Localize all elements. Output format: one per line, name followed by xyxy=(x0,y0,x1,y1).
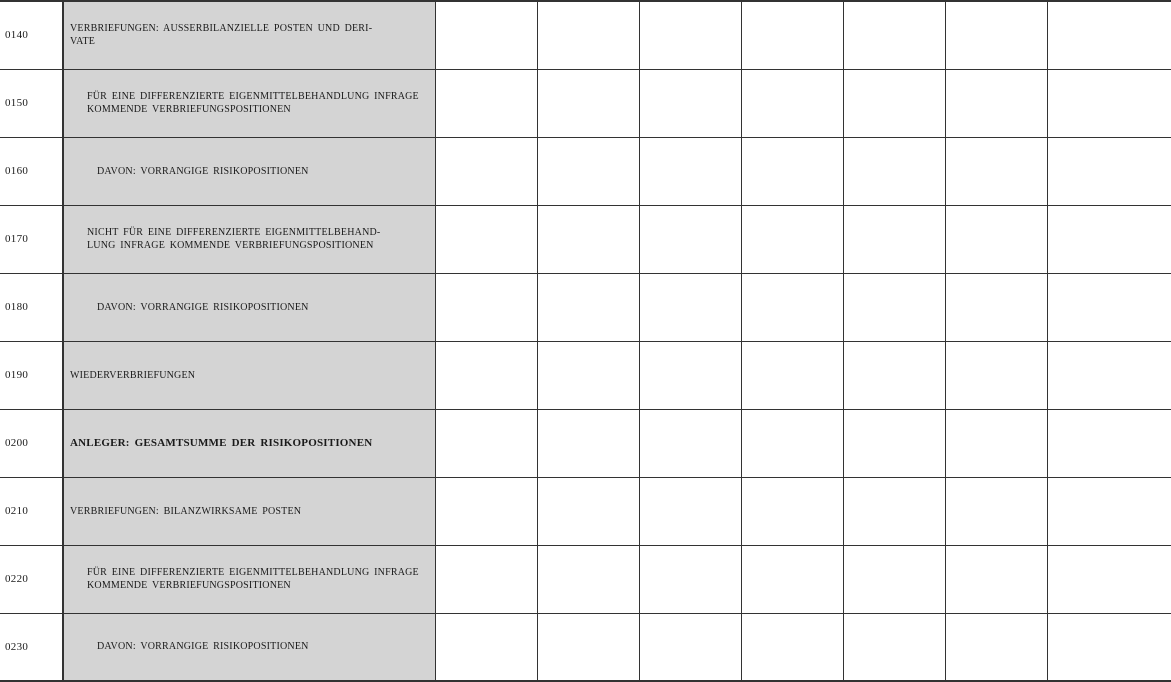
table-row xyxy=(0,205,1171,273)
table-row xyxy=(0,477,1171,545)
value-cell[interactable] xyxy=(843,137,945,205)
row-label: VERBRIEFUNGEN: BILANZWIRKSAME POSTEN xyxy=(70,505,302,517)
row-label: FÜR EINE DIFFERENZIERTE EIGENMITTELBEHANDLUNG INFRAGE KOMMENDE VERBRIEFUNGSPOSITIONEN xyxy=(87,567,419,591)
value-cell[interactable] xyxy=(639,341,741,409)
value-cell[interactable] xyxy=(741,273,843,341)
value-cell[interactable] xyxy=(843,477,945,545)
value-cell[interactable] xyxy=(435,341,537,409)
value-cell[interactable] xyxy=(741,1,843,69)
value-cell[interactable] xyxy=(945,1,1047,69)
value-cell[interactable] xyxy=(945,69,1047,137)
value-cell[interactable] xyxy=(741,137,843,205)
row-label-cell xyxy=(63,341,435,409)
value-cell[interactable] xyxy=(945,545,1047,613)
value-cell[interactable] xyxy=(1047,409,1171,477)
value-cell[interactable] xyxy=(741,477,843,545)
table-row xyxy=(0,1,1171,69)
row-label-cell xyxy=(63,69,435,137)
value-cell[interactable] xyxy=(741,205,843,273)
value-cell[interactable] xyxy=(945,341,1047,409)
value-cell[interactable] xyxy=(1047,341,1171,409)
value-cell[interactable] xyxy=(639,477,741,545)
row-label-cell xyxy=(63,409,435,477)
row-code: 0140 xyxy=(0,1,63,69)
value-cell[interactable] xyxy=(1047,69,1171,137)
row-code: 0220 xyxy=(0,545,63,613)
value-cell[interactable] xyxy=(741,613,843,681)
value-cell[interactable] xyxy=(843,341,945,409)
value-cell[interactable] xyxy=(435,409,537,477)
value-cell[interactable] xyxy=(741,409,843,477)
row-label-cell xyxy=(63,205,435,273)
value-cell[interactable] xyxy=(843,613,945,681)
table-row xyxy=(0,273,1171,341)
value-cell[interactable] xyxy=(639,613,741,681)
row-label-cell xyxy=(63,545,435,613)
value-cell[interactable] xyxy=(435,69,537,137)
row-label: VERBRIEFUNGEN: AUSSERBILANZIELLE POSTEN UND DERI- VATE xyxy=(70,23,373,48)
value-cell[interactable] xyxy=(639,137,741,205)
row-label-cell xyxy=(63,477,435,545)
value-cell[interactable] xyxy=(639,545,741,613)
value-cell[interactable] xyxy=(537,1,639,69)
value-cell[interactable] xyxy=(435,477,537,545)
table-row xyxy=(0,409,1171,477)
value-cell[interactable] xyxy=(537,137,639,205)
row-label: DAVON: VORRANGIGE RISIKOPOSITIONEN xyxy=(97,301,309,313)
value-cell[interactable] xyxy=(537,545,639,613)
value-cell[interactable] xyxy=(537,409,639,477)
value-cell[interactable] xyxy=(1047,545,1171,613)
value-cell[interactable] xyxy=(741,69,843,137)
row-label: ANLEGER: GESAMTSUMME DER RISIKOPOSITIONEN xyxy=(70,436,373,449)
row-label: DAVON: VORRANGIGE RISIKOPOSITIONEN xyxy=(97,165,309,177)
value-cell[interactable] xyxy=(537,341,639,409)
row-label: FÜR EINE DIFFERENZIERTE EIGENMITTELBEHANDLUNG INFRAGE KOMMENDE VERBRIEFUNGSPOSITIONEN xyxy=(87,91,419,115)
table-row xyxy=(0,69,1171,137)
value-cell[interactable] xyxy=(537,613,639,681)
value-cell[interactable] xyxy=(843,205,945,273)
row-code: 0180 xyxy=(0,273,63,341)
value-cell[interactable] xyxy=(945,409,1047,477)
value-cell[interactable] xyxy=(945,613,1047,681)
row-label: DAVON: VORRANGIGE RISIKOPOSITIONEN xyxy=(97,641,309,653)
value-cell[interactable] xyxy=(435,613,537,681)
value-cell[interactable] xyxy=(843,545,945,613)
value-cell[interactable] xyxy=(1047,1,1171,69)
value-cell[interactable] xyxy=(639,409,741,477)
value-cell[interactable] xyxy=(1047,477,1171,545)
row-code: 0170 xyxy=(0,205,63,273)
row-code: 0190 xyxy=(0,341,63,409)
value-cell[interactable] xyxy=(945,273,1047,341)
row-label-cell xyxy=(63,273,435,341)
value-cell[interactable] xyxy=(843,1,945,69)
value-cell[interactable] xyxy=(435,137,537,205)
row-code: 0150 xyxy=(0,69,63,137)
value-cell[interactable] xyxy=(435,545,537,613)
value-cell[interactable] xyxy=(843,69,945,137)
value-cell[interactable] xyxy=(741,545,843,613)
row-code: 0210 xyxy=(0,477,63,545)
value-cell[interactable] xyxy=(1047,205,1171,273)
row-label-cell xyxy=(63,137,435,205)
value-cell[interactable] xyxy=(843,273,945,341)
value-cell[interactable] xyxy=(639,273,741,341)
value-cell[interactable] xyxy=(1047,273,1171,341)
value-cell[interactable] xyxy=(1047,613,1171,681)
value-cell[interactable] xyxy=(639,69,741,137)
value-cell[interactable] xyxy=(435,273,537,341)
value-cell[interactable] xyxy=(945,137,1047,205)
row-label: NICHT FÜR EINE DIFFERENZIERTE EIGENMITTELBEHAND- LUNG INFRAGE KOMMENDE VERBRIEFUNGSPOSITIONEN xyxy=(87,227,381,251)
value-cell[interactable] xyxy=(1047,137,1171,205)
value-cell[interactable] xyxy=(537,205,639,273)
value-cell[interactable] xyxy=(639,205,741,273)
row-code: 0200 xyxy=(0,409,63,477)
value-cell[interactable] xyxy=(537,273,639,341)
table-row xyxy=(0,137,1171,205)
row-label-cell xyxy=(63,613,435,681)
table-row xyxy=(0,341,1171,409)
row-code: 0160 xyxy=(0,137,63,205)
table-row xyxy=(0,613,1171,681)
value-cell[interactable] xyxy=(741,341,843,409)
value-cell[interactable] xyxy=(945,477,1047,545)
value-cell[interactable] xyxy=(639,1,741,69)
row-label: WIEDERVERBRIEFUNGEN xyxy=(70,369,196,381)
value-cell[interactable] xyxy=(537,69,639,137)
value-cell[interactable] xyxy=(537,477,639,545)
value-cell[interactable] xyxy=(945,205,1047,273)
row-label-cell xyxy=(63,1,435,69)
report-body xyxy=(0,1,1171,681)
row-code: 0230 xyxy=(0,613,63,681)
value-cell[interactable] xyxy=(435,1,537,69)
value-cell[interactable] xyxy=(435,205,537,273)
table-row xyxy=(0,545,1171,613)
value-cell[interactable] xyxy=(843,409,945,477)
